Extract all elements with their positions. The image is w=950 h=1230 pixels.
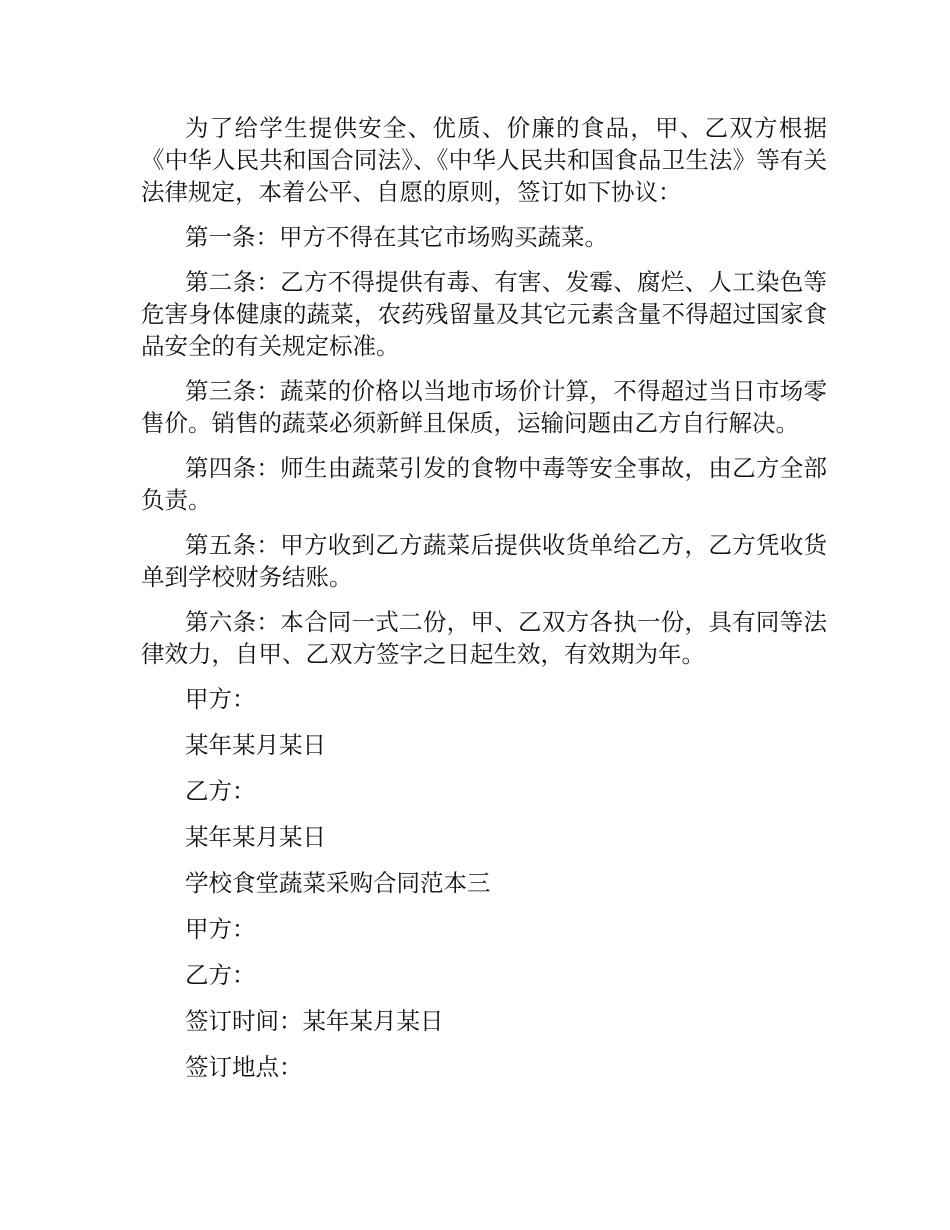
next-contract-title: 学校食堂蔬菜采购合同范本三: [185, 869, 491, 897]
article-3: 第三条：蔬菜的价格以当地市场价计算，不得超过当日市场零售价。销售的蔬菜必须新鲜且保质，运输问题由乙方自行解决。: [141, 377, 827, 437]
article-5: 第五条：甲方收到乙方蔬菜后提供收货单给乙方，乙方凭收货单到学校财务结账。: [141, 531, 827, 591]
document-body: [141, 112, 827, 1097]
article-6: 第六条：本合同一式二份，甲、乙双方各执一份，具有同等法律效力，自甲、乙双方签字之日起生效，有效期为年。: [141, 608, 827, 668]
party-b-label: 乙方：: [185, 777, 256, 805]
intro-paragraph: 为了给学生提供安全、优质、价廉的食品，甲、乙双方根据《中华人民共和国合同法》、《中华人民共和国食品卫生法》等有关法律规定，本着公平、自愿的原则，签订如下协议：: [141, 114, 827, 206]
next-party-b-label: 乙方：: [185, 961, 256, 989]
party-b-date: 某年某月某日: [185, 823, 326, 851]
sign-place: 签订地点：: [185, 1053, 303, 1081]
article-4: 第四条：师生由蔬菜引发的食物中毒等安全事故，由乙方全部负责。: [141, 454, 827, 514]
sign-date: 签订时间：某年某月某日: [185, 1007, 444, 1035]
article-2: 第二条：乙方不得提供有毒、有害、发霉、腐烂、人工染色等危害身体健康的蔬菜，农药残留量及其它元素含量不得超过国家食品安全的有关规定标准。: [141, 268, 827, 360]
article-1: 第一条：甲方不得在其它市场购买蔬菜。: [185, 223, 608, 251]
party-a-date: 某年某月某日: [185, 731, 326, 759]
party-a-label: 甲方：: [185, 685, 256, 713]
next-party-a-label: 甲方：: [185, 915, 256, 943]
